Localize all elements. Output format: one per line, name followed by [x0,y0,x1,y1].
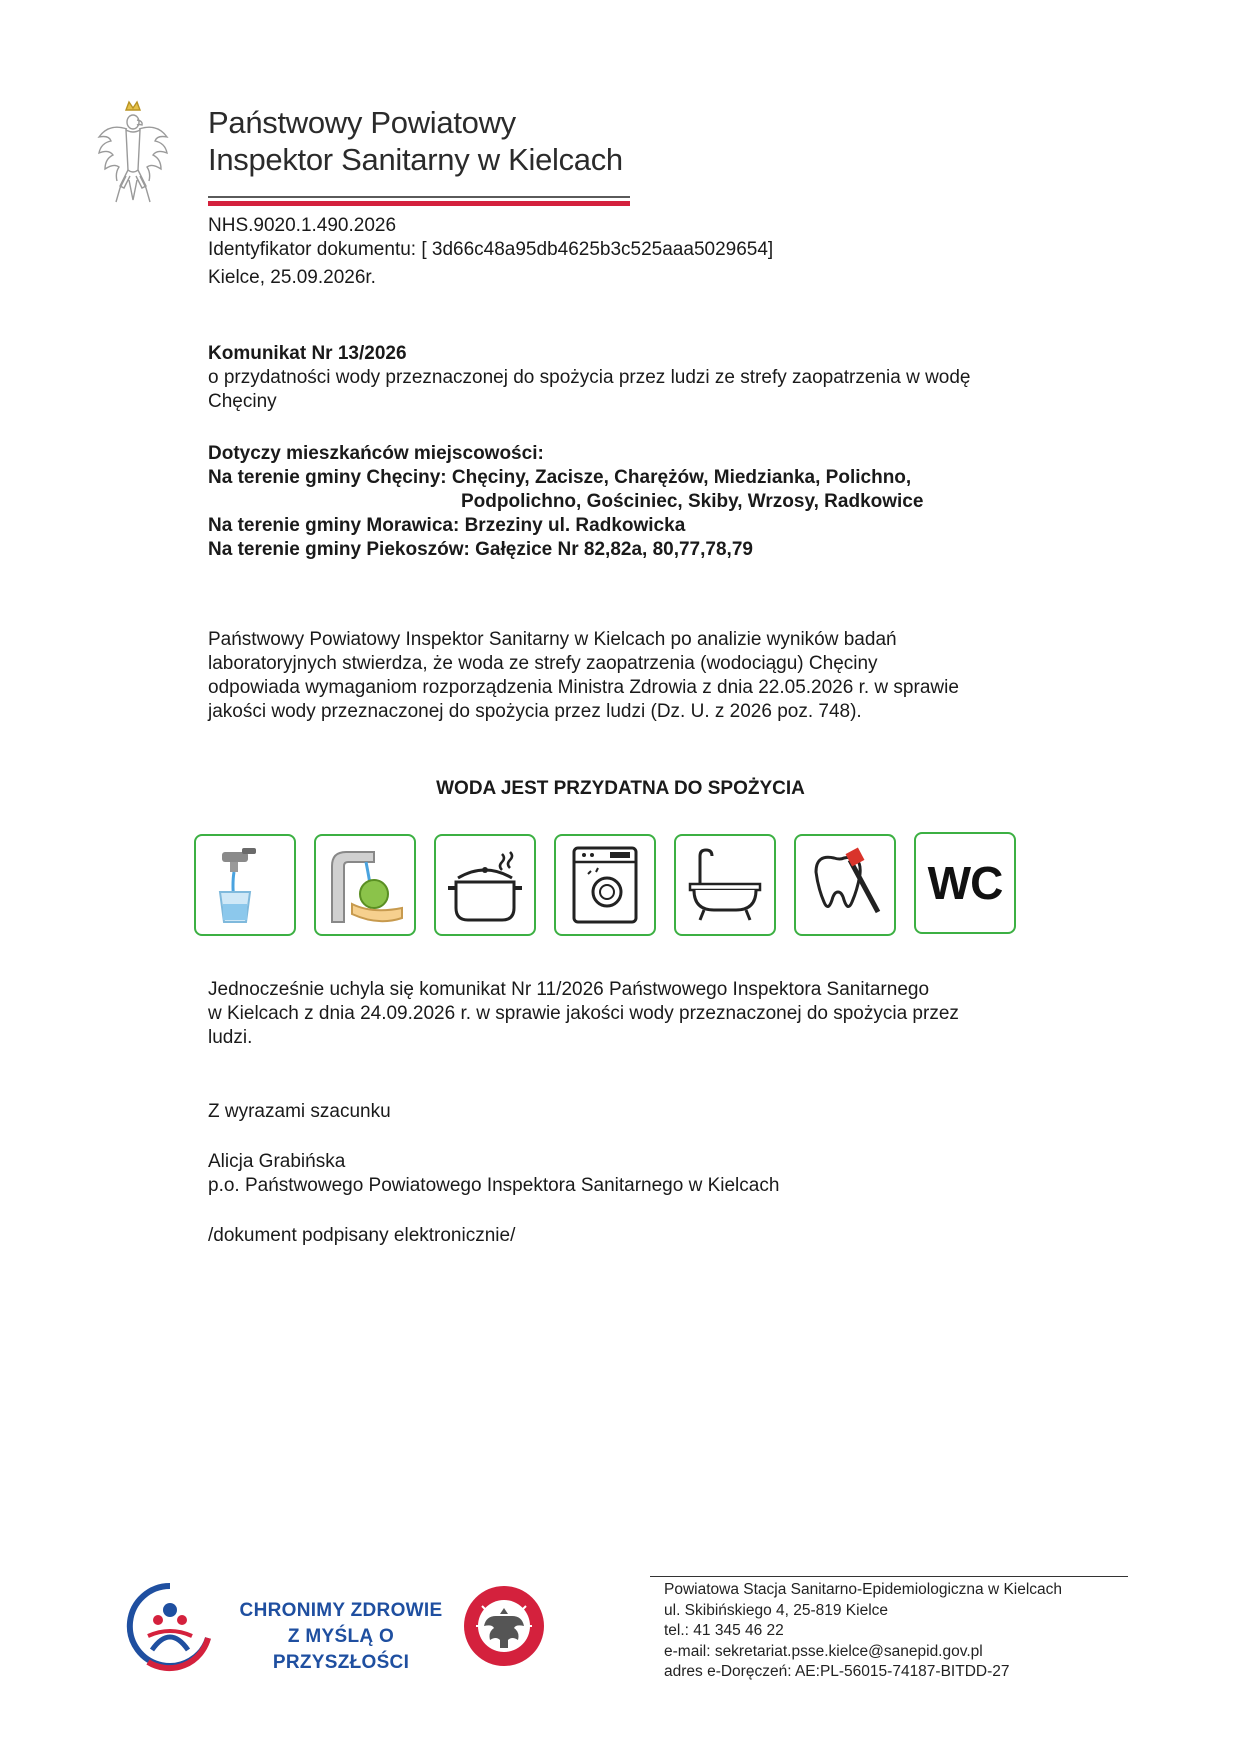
assessment-line-4: jakości wody przeznaczonej do spożycia przez ludzi (Dz. U. z 2026 poz. 748). [208,701,862,722]
header-red-bar [208,201,630,206]
revocation-line-3: ludzi. [208,1027,253,1048]
document-id: Identyfikator dokumentu: [ 3d66c48a95db4625b3c525aaa5029654] [208,239,774,260]
document-meta [208,214,773,290]
notice-subject-line-2: Chęciny [208,391,277,412]
notice-block [208,342,971,414]
revocation-line-2: w Kielcach z dnia 24.09.2026 r. w sprawie jakości wody przeznaczonej do spożycia przez [208,1003,959,1024]
station-phone: tel.: 41 345 46 22 [664,1622,784,1639]
campaign-line-1: CHRONIMY ZDROWIE [239,1600,443,1621]
tap-water-glass-icon [194,834,296,936]
authority-line-1: Państwowy Powiatowy [208,105,516,140]
usage-icon-row [194,832,1018,940]
assessment-line-1: Państwowy Powiatowy Inspektor Sanitarny w Kielcach po analizie wyników badań [208,629,897,650]
campaign-line-2: Z MYŚLĄ O PRZYSZŁOŚCI [272,1626,410,1673]
assessment-paragraph [208,628,1048,724]
authority-name [208,104,623,178]
closing-regards: Z wyrazami szacunku [208,1101,391,1122]
station-edelivery: adres e-Doręczeń: AE:PL-56015-74187-BITDD-27 [664,1663,1010,1680]
dishwasher-icon [554,834,656,936]
place-date: Kielce, 25.09.2026r. [208,267,376,288]
assessment-line-2: laboratoryjnych stwierdza, że woda ze strefy zaopatrzenia (wodociągu) Chęciny [208,653,878,674]
tooth-brushing-icon [794,834,896,936]
revocation-line-1: Jednocześnie uchyla się komunikat Nr 11/2026 Państwowego Inspektora Sanitarnego [208,979,930,1000]
verdict-headline: WODA JEST PRZYDATNA DO SPOŻYCIA [436,778,805,799]
campaign-slogan [228,1598,454,1676]
residents-line-2: Podpolichno, Gościniec, Skiby, Wrzosy, Radkowice [461,491,924,512]
electronic-signature-note: /dokument podpisany elektronicznie/ [208,1225,516,1246]
campaign-logo-icon [124,1580,216,1672]
residents-heading: Dotyczy mieszkańców miejscowości: [208,443,544,464]
revocation-paragraph [208,978,959,1050]
signer-role: p.o. Państwowego Powiatowego Inspektora Sanitarnego w Kielcach [208,1175,780,1196]
residents-line-3: Na terenie gminy Morawica: Brzeziny ul. Radkowicka [208,515,686,536]
notice-title: Komunikat Nr 13/2026 [208,343,407,364]
station-address: ul. Skibińskiego 4, 25-819 Kielce [664,1601,889,1619]
wc-icon [914,832,1016,934]
footer-divider [650,1576,1128,1577]
residents-line-1: Na terenie gminy Chęciny: Chęciny, Zacisze, Charężów, Miedzianka, Polichno, [208,467,912,488]
assessment-line-3: odpowiada wymaganiom rozporządzenia Ministra Zdrowia z dnia 22.05.2026 r. w sprawie [208,677,959,698]
station-email: e-mail: sekretariat.psse.kielce@sanepid.gov.pl [664,1642,983,1660]
station-name: Powiatowa Stacja Sanitarno-Epidemiologiczna w Kielcach [664,1581,1063,1598]
wc-label: WC [927,857,1003,909]
bathtub-icon [674,834,776,936]
sanitary-inspection-seal-icon [462,1584,546,1668]
residents-line-4: Na terenie gminy Piekoszów: Gałęzice Nr 82,82a, 80,77,78,79 [208,539,753,560]
washing-fruit-icon [314,834,416,936]
polish-eagle-emblem-icon [96,96,170,208]
authority-line-2: Inspektor Sanitarny w Kielcach [208,142,623,177]
case-number: NHS.9020.1.490.2026 [208,215,397,236]
residents-block [208,442,923,562]
header-divider [208,196,630,198]
station-contact-info [664,1580,1062,1683]
cooking-pot-icon [434,834,536,936]
signer-block [208,1150,779,1198]
notice-subject-line-1: o przydatności wody przeznaczonej do spożycia przez ludzi ze strefy zaopatrzenia w wodę [208,367,971,388]
signer-name: Alicja Grabińska [208,1151,346,1172]
